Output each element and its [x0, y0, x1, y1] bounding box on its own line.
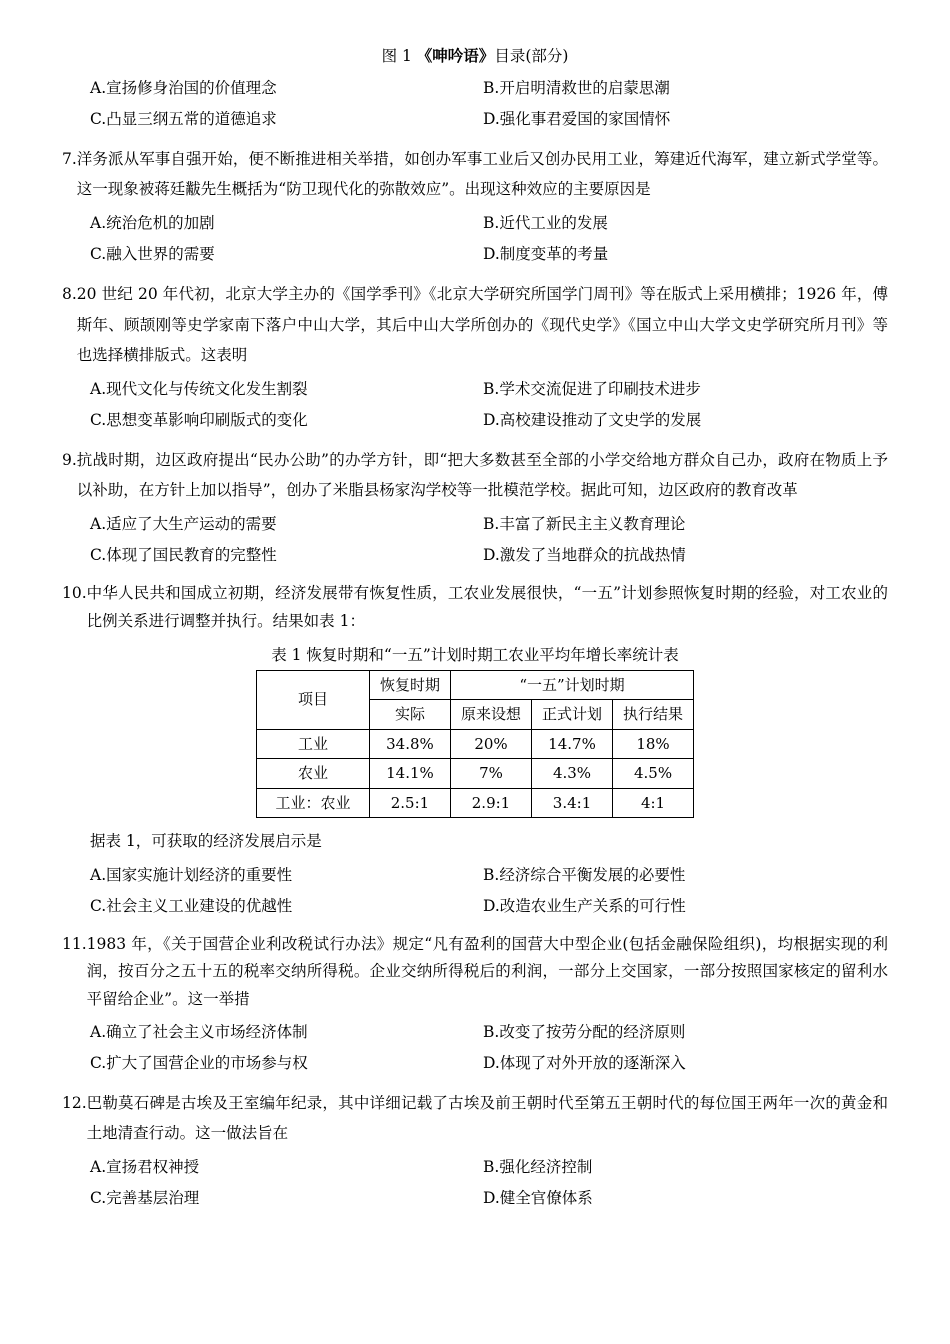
option-c[interactable]: C.思想变革影响印刷版式的变化	[90, 410, 308, 429]
figure-caption-prefix: 图 1	[381, 47, 417, 65]
option-a[interactable]: A.统治危机的加剧	[90, 214, 215, 233]
option-d[interactable]: D.改造农业生产关系的可行性	[483, 897, 686, 916]
option-row	[62, 894, 888, 918]
option-a[interactable]: A.国家实施计划经济的重要性	[90, 866, 293, 885]
option-d[interactable]: D.高校建设推动了文史学的发展	[483, 410, 702, 429]
table-cell: 2.9:1	[450, 788, 531, 818]
table-cell: 7%	[450, 759, 531, 789]
question-10-followup: 据表 1，可获取的经济发展启示是	[90, 832, 322, 850]
question-7-options	[62, 211, 888, 266]
question-12-options	[62, 1155, 888, 1210]
option-b[interactable]: B.近代工业的发展	[483, 214, 608, 233]
table-subheader-actual: 实际	[369, 700, 450, 730]
table-header-item: 项目	[256, 670, 369, 729]
question-text: 抗战时期，边区政府提出“民办公助”的办学方针，即“把大多数甚至全部的小学交给地方群众自己办，政府在物质上予以补助，在方针上加以指导”，创办了米脂县杨家沟学校等一批模范学校。据此可知，边区政府的教育改革	[76, 450, 888, 500]
option-c[interactable]: C.社会主义工业建设的优越性	[90, 897, 293, 916]
table-header-recovery: 恢复时期	[369, 670, 450, 700]
option-b[interactable]: B.强化经济控制	[483, 1158, 593, 1177]
option-row	[62, 377, 888, 401]
figure-caption-title: 《呻吟语》	[416, 46, 495, 65]
figure-caption-suffix: 目录(部分)	[494, 47, 569, 65]
statistics-table-block	[62, 643, 888, 818]
question-text: 洋务派从军事自强开始，便不断推进相关举措，如创办军事工业后又创办民用工业，筹建近代海军，建立新式学堂等。这一现象被蒋廷黻先生概括为“防卫现代化的弥散效应”。出现这种效应的主要原因是	[76, 149, 888, 199]
question-12	[62, 1088, 888, 1210]
question-12-stem	[62, 1088, 888, 1148]
table-cell: 14.7%	[532, 729, 613, 759]
option-b[interactable]: B.经济综合平衡发展的必要性	[483, 866, 686, 885]
option-b[interactable]: B.开启明清救世的启蒙思潮	[483, 78, 670, 97]
option-b[interactable]: B.学术交流促进了印刷技术进步	[483, 379, 701, 398]
option-c[interactable]: C.完善基层治理	[90, 1189, 200, 1208]
table-header-row	[256, 670, 693, 700]
table-cell: 3.4:1	[532, 788, 613, 818]
question-11-stem	[62, 931, 888, 1012]
question-number: 10.	[62, 584, 87, 603]
option-row	[62, 408, 888, 432]
table-subheader-official: 正式计划	[532, 700, 613, 730]
table-cell: 4:1	[613, 788, 694, 818]
option-row	[62, 1020, 888, 1044]
option-d[interactable]: D.激发了当地群众的抗战热情	[483, 546, 686, 565]
question-11	[62, 931, 888, 1074]
table-row-label: 工业：农业	[256, 788, 369, 818]
question-8	[62, 279, 888, 432]
question-text: 中华人民共和国成立初期，经济发展带有恢复性质，工农业发展很快，“一五”计划参照恢复时期的经验，对工农业的比例关系进行调整并执行。结果如表 1：	[86, 584, 888, 630]
option-row	[62, 76, 888, 100]
option-d[interactable]: D.健全官僚体系	[483, 1189, 593, 1208]
table-cell: 34.8%	[369, 729, 450, 759]
option-d[interactable]: D.体现了对外开放的逐渐深入	[483, 1053, 686, 1072]
option-a[interactable]: A.现代文化与传统文化发生割裂	[90, 379, 308, 398]
option-c[interactable]: C.凸显三纲五常的道德追求	[90, 109, 277, 128]
option-c[interactable]: C.扩大了国营企业的市场参与权	[90, 1053, 308, 1072]
table-subheader-original: 原来设想	[450, 700, 531, 730]
option-d[interactable]: D.制度变革的考量	[483, 245, 609, 264]
option-a[interactable]: A.适应了大生产运动的需要	[90, 515, 277, 534]
question-9-options	[62, 512, 888, 567]
option-d[interactable]: D.强化事君爱国的家国情怀	[483, 109, 671, 128]
option-a[interactable]: A.宣扬君权神授	[90, 1158, 200, 1177]
table-cell: 14.1%	[369, 759, 450, 789]
question-number: 8.	[62, 285, 77, 304]
question-text: 20 世纪 20 年代初，北京大学主办的《国学季刊》《北京大学研究所国学门周刊》等在版式上采用横排；1926 年，傅斯年、顾颉刚等史学家南下落户中山大学，其后中山大学所创办的《现代史学》《国立中山大学文史学研究所月刊》等也选择横排版式。这表明	[76, 285, 888, 364]
question-8-stem	[62, 279, 888, 370]
question-number: 11.	[62, 935, 87, 954]
question-10-stem	[62, 580, 888, 634]
question-7-stem	[62, 144, 888, 204]
table-subheader-result: 执行结果	[613, 700, 694, 730]
question-text: 巴勒莫石碑是古埃及王室编年纪录，其中详细记载了古埃及前王朝时代至第五王朝时代的每位国王两年一次的黄金和土地清查行动。这一做法旨在	[86, 1093, 888, 1142]
option-row	[62, 242, 888, 266]
option-a[interactable]: A.宣扬修身治国的价值理念	[90, 78, 277, 97]
question-8-options	[62, 377, 888, 432]
question-number: 12.	[62, 1093, 87, 1112]
option-row	[62, 1051, 888, 1075]
table-cell: 2.5:1	[369, 788, 450, 818]
table-cell: 4.3%	[532, 759, 613, 789]
question-7	[62, 144, 888, 266]
option-row	[62, 1186, 888, 1210]
option-row	[62, 543, 888, 567]
table-cell: 18%	[613, 729, 694, 759]
table-row	[256, 729, 693, 759]
option-row	[62, 512, 888, 536]
option-c[interactable]: C.融入世界的需要	[90, 245, 215, 264]
question-10-options	[62, 863, 888, 918]
table-cell: 4.5%	[613, 759, 694, 789]
table-title: 表 1 恢复时期和“一五”计划时期工农业平均年增长率统计表	[271, 645, 679, 664]
question-number: 9.	[62, 450, 77, 469]
option-b[interactable]: B.丰富了新民主主义教育理论	[483, 515, 686, 534]
option-a[interactable]: A.确立了社会主义市场经济体制	[90, 1022, 308, 1041]
table-row-label: 工业	[256, 729, 369, 759]
table-row-label: 农业	[256, 759, 369, 789]
question-11-options	[62, 1020, 888, 1075]
table-row	[256, 788, 693, 818]
question-number: 7.	[62, 149, 77, 168]
option-c[interactable]: C.体现了国民教育的完整性	[90, 546, 277, 565]
table-cell: 20%	[450, 729, 531, 759]
statistics-table	[256, 670, 694, 819]
option-row	[62, 107, 888, 131]
option-row	[62, 1155, 888, 1179]
figure-caption	[62, 44, 888, 69]
question-9	[62, 445, 888, 567]
option-row	[62, 863, 888, 887]
question-10	[62, 580, 888, 918]
table-row	[256, 759, 693, 789]
option-row	[62, 211, 888, 235]
question-text: 1983 年，《关于国营企业利改税试行办法》规定“凡有盈利的国营大中型企业(包括金融保险组织)，均根据实现的利润，按百分之五十五的税率交纳所得税。企业交纳所得税后的利润，一部分上交国家，一部分按照国家核定的留利水平留给企业”。这一举措	[86, 935, 888, 1008]
question-6-options	[62, 76, 888, 131]
question-9-stem	[62, 445, 888, 505]
option-b[interactable]: B.改变了按劳分配的经济原则	[483, 1022, 686, 1041]
table-header-plan: “一五”计划时期	[450, 670, 693, 700]
